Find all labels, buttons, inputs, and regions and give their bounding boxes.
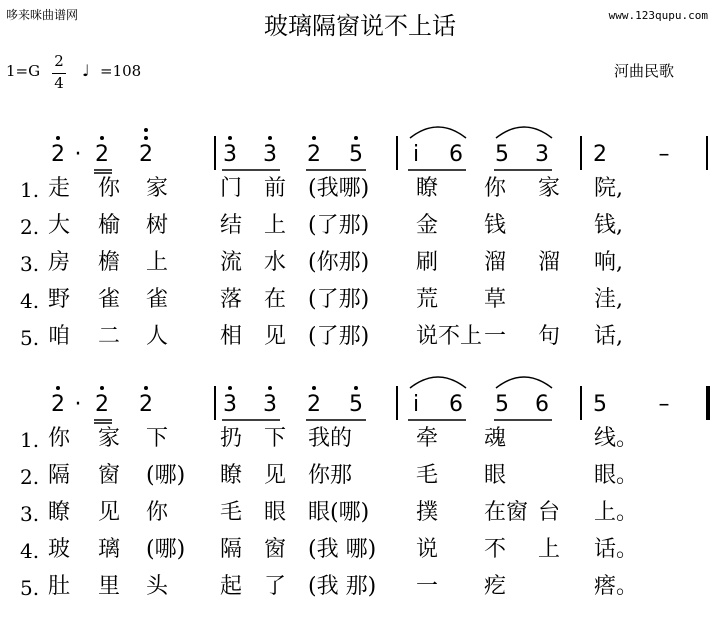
lyric-syllable: 毛 (416, 463, 439, 488)
octave-dot (268, 386, 272, 390)
lyric-syllable: 你 (98, 176, 121, 201)
lyric-syllable: 见 (264, 463, 287, 488)
lyric-syllable: 家 (98, 426, 121, 451)
lyric-syllable: 落 (220, 287, 243, 312)
song-origin: 河曲民歌 (613, 62, 674, 80)
note: i (412, 392, 420, 417)
lyric-syllable: 榆 (98, 213, 121, 238)
slur (410, 377, 466, 388)
octave-dot (312, 136, 316, 140)
octave-dot (56, 386, 60, 390)
verse-number: 1. (20, 178, 40, 202)
bar-line (214, 136, 216, 170)
lyric-syllable: 走 (48, 176, 71, 201)
note: 3 (263, 392, 277, 417)
song-title: 玻璃隔窗说不上话 (264, 12, 456, 40)
lyric-syllable: 在 (264, 287, 287, 312)
lyric-syllable: 溜 (538, 250, 561, 275)
slur (496, 127, 552, 138)
time-signature-top: 2 (54, 52, 64, 70)
lyric-syllable: 前 (264, 176, 287, 201)
octave-dot (228, 136, 232, 140)
lyric-syllable: 在窗 (484, 500, 529, 525)
lyric-syllable: 不 (484, 537, 507, 562)
lyric-syllable: (哪) (146, 537, 186, 562)
note: 6 (449, 142, 463, 167)
verse-number: 5. (20, 576, 40, 600)
lyric-syllable: 金 (416, 213, 439, 238)
time-signature-bottom: 4 (54, 74, 64, 92)
lyric-syllable: 撲 (416, 500, 439, 525)
note: · (74, 142, 82, 167)
lyric-syllable: 上。 (594, 500, 639, 525)
lyric-syllable: 见 (98, 500, 121, 525)
note: 2 (51, 392, 65, 417)
lyric-syllable: 上 (146, 250, 169, 275)
lyric-syllable: 瞭 (48, 500, 71, 525)
key-signature: 1=G (6, 62, 41, 80)
note: 3 (223, 392, 237, 417)
lyric-syllable: 一 (416, 574, 439, 599)
lyric-syllable: 说不上 (416, 324, 483, 349)
lyric-syllable: (了那) (308, 324, 370, 349)
verse-number: 4. (20, 289, 40, 313)
note: 5 (593, 392, 607, 417)
lyric-syllable: 流 (220, 250, 243, 275)
note: 6 (449, 392, 463, 417)
lyric-syllable: 牵 (416, 426, 439, 451)
note: 3 (535, 142, 549, 167)
lyric-syllable: 瞭 (416, 176, 439, 201)
lyric-syllable: (你那) (308, 250, 370, 275)
bar-line (396, 136, 398, 170)
lyric-syllable: 结 (220, 213, 243, 238)
lyric-syllable: (了那) (308, 287, 370, 312)
octave-dot (312, 386, 316, 390)
verse-number: 2. (20, 215, 40, 239)
lyric-syllable: 下 (264, 426, 287, 451)
lyric-syllable: (哪) (146, 463, 186, 488)
octave-dot (228, 386, 232, 390)
slur (410, 127, 466, 138)
lyric-syllable: 刷 (416, 250, 439, 275)
lyric-syllable: 头 (146, 574, 169, 599)
lyric-syllable: 说 (416, 537, 439, 562)
octave-dot (144, 386, 148, 390)
hold-dash: – (658, 142, 670, 167)
lyric-syllable: 相 (220, 324, 243, 349)
verse-number: 4. (20, 539, 40, 563)
site-url: www.123qupu.com (608, 9, 708, 22)
slur (496, 377, 552, 388)
lyric-syllable: 雀 (146, 287, 169, 312)
lyric-syllable: 窗 (98, 463, 121, 488)
octave-dot (354, 136, 358, 140)
lyric-syllable: 隔 (220, 537, 243, 562)
lyric-syllable: 你 (484, 176, 507, 201)
lyric-syllable: 大 (48, 213, 71, 238)
octave-dot (100, 386, 104, 390)
lyric-syllable: 你 (48, 426, 71, 451)
note: 2 (139, 142, 153, 167)
lyric-syllable: 话, (594, 324, 623, 349)
lyric-syllable: 瞭 (220, 463, 243, 488)
lyric-syllable: 上 (264, 213, 287, 238)
lyric-syllable: 你 (146, 500, 169, 525)
lyric-syllable: 家 (538, 176, 561, 201)
note: i (412, 142, 420, 167)
lyric-syllable: 野 (48, 287, 71, 312)
lyric-syllable: 了 (264, 574, 287, 599)
lyric-syllable: 洼, (594, 287, 623, 312)
lyric-syllable: 魂 (484, 426, 507, 451)
bar-line (214, 386, 216, 420)
verse-number: 3. (20, 502, 40, 526)
lyric-syllable: 荒 (416, 287, 439, 312)
lyric-syllable: 咱 (48, 324, 71, 349)
lyric-syllable: 台 (538, 500, 561, 525)
lyric-syllable: 上 (538, 537, 561, 562)
verse-number: 2. (20, 465, 40, 489)
lyric-syllable: 眼 (264, 500, 287, 525)
lyric-syllable: 草 (484, 287, 507, 312)
lyric-syllable: 线。 (594, 426, 639, 451)
lyric-syllable: 门 (220, 176, 243, 201)
note: 2 (307, 392, 321, 417)
lyric-syllable: 檐 (98, 250, 121, 275)
lyric-syllable: 窗 (264, 537, 287, 562)
lyric-syllable: 隔 (48, 463, 71, 488)
note: 2 (593, 142, 607, 167)
note: 5 (495, 392, 509, 417)
note: 2 (95, 392, 109, 417)
lyric-syllable: 响, (594, 250, 623, 275)
lyric-syllable: 我的 (308, 426, 353, 451)
lyric-syllable: 水 (264, 250, 287, 275)
lyric-syllable: (了那) (308, 213, 370, 238)
lyric-syllable: 溜 (484, 250, 507, 275)
lyric-syllable: (我哪) (308, 176, 370, 201)
note: 2 (139, 392, 153, 417)
lyric-syllable: 眼(哪) (308, 500, 370, 525)
octave-dot (144, 136, 148, 140)
note: 2 (51, 142, 65, 167)
lyric-syllable: 雀 (98, 287, 121, 312)
lyric-syllable: 起 (220, 574, 243, 599)
note: 2 (307, 142, 321, 167)
verse-number: 1. (20, 428, 40, 452)
bar-line (580, 386, 582, 420)
tempo-value: =108 (100, 62, 142, 80)
lyric-syllable: 家 (146, 176, 169, 201)
verse-number: 3. (20, 252, 40, 276)
bar-line (580, 136, 582, 170)
site-name-left: 哆来咪曲谱网 (6, 8, 79, 22)
note: 5 (349, 142, 363, 167)
octave-dot (268, 136, 272, 140)
lyric-syllable: 眼 (484, 463, 507, 488)
lyric-syllable: 璃 (98, 537, 121, 562)
note: 5 (495, 142, 509, 167)
lyric-syllable: 院, (594, 176, 623, 201)
lyric-syllable: (我 哪) (308, 537, 377, 562)
lyric-syllable: 钱, (594, 213, 623, 238)
bar-line (396, 386, 398, 420)
lyric-syllable: 毛 (220, 500, 243, 525)
lyric-syllable: 人 (146, 324, 169, 349)
lyric-syllable: 扔 (220, 426, 243, 451)
lyric-syllable: 里 (98, 574, 121, 599)
octave-dot (100, 136, 104, 140)
octave-dot (56, 136, 60, 140)
hold-dash: – (658, 392, 670, 417)
lyric-syllable: 一 (484, 324, 507, 349)
note: 6 (535, 392, 549, 417)
lyric-syllable: 你那 (308, 463, 353, 488)
lyric-syllable: 见 (264, 324, 287, 349)
lyric-syllable: 下 (146, 426, 169, 451)
lyric-syllable: 玻 (48, 537, 71, 562)
lyric-syllable: 树 (146, 213, 169, 238)
verse-number: 5. (20, 326, 40, 350)
note: 2 (95, 142, 109, 167)
lyric-syllable: (我 那) (308, 574, 377, 599)
lyric-syllable: 肚 (48, 574, 71, 599)
lyric-syllable: 瘩。 (594, 574, 639, 599)
lyric-syllable: 句 (538, 324, 561, 349)
lyric-syllable: 话。 (594, 537, 639, 562)
bar-line (706, 136, 708, 170)
lyric-syllable: 房 (48, 250, 71, 275)
lyric-syllable: 疙 (484, 574, 507, 599)
lyric-syllable: 眼。 (594, 463, 639, 488)
lyric-syllable: 二 (98, 324, 121, 349)
note: · (74, 392, 82, 417)
note: 3 (263, 142, 277, 167)
note: 5 (349, 392, 363, 417)
octave-dot (354, 386, 358, 390)
lyric-syllable: 钱 (484, 213, 507, 238)
note: 3 (223, 142, 237, 167)
tempo-note: ♩ (82, 61, 90, 80)
octave-dot (144, 128, 148, 132)
final-bar-line (706, 386, 710, 420)
